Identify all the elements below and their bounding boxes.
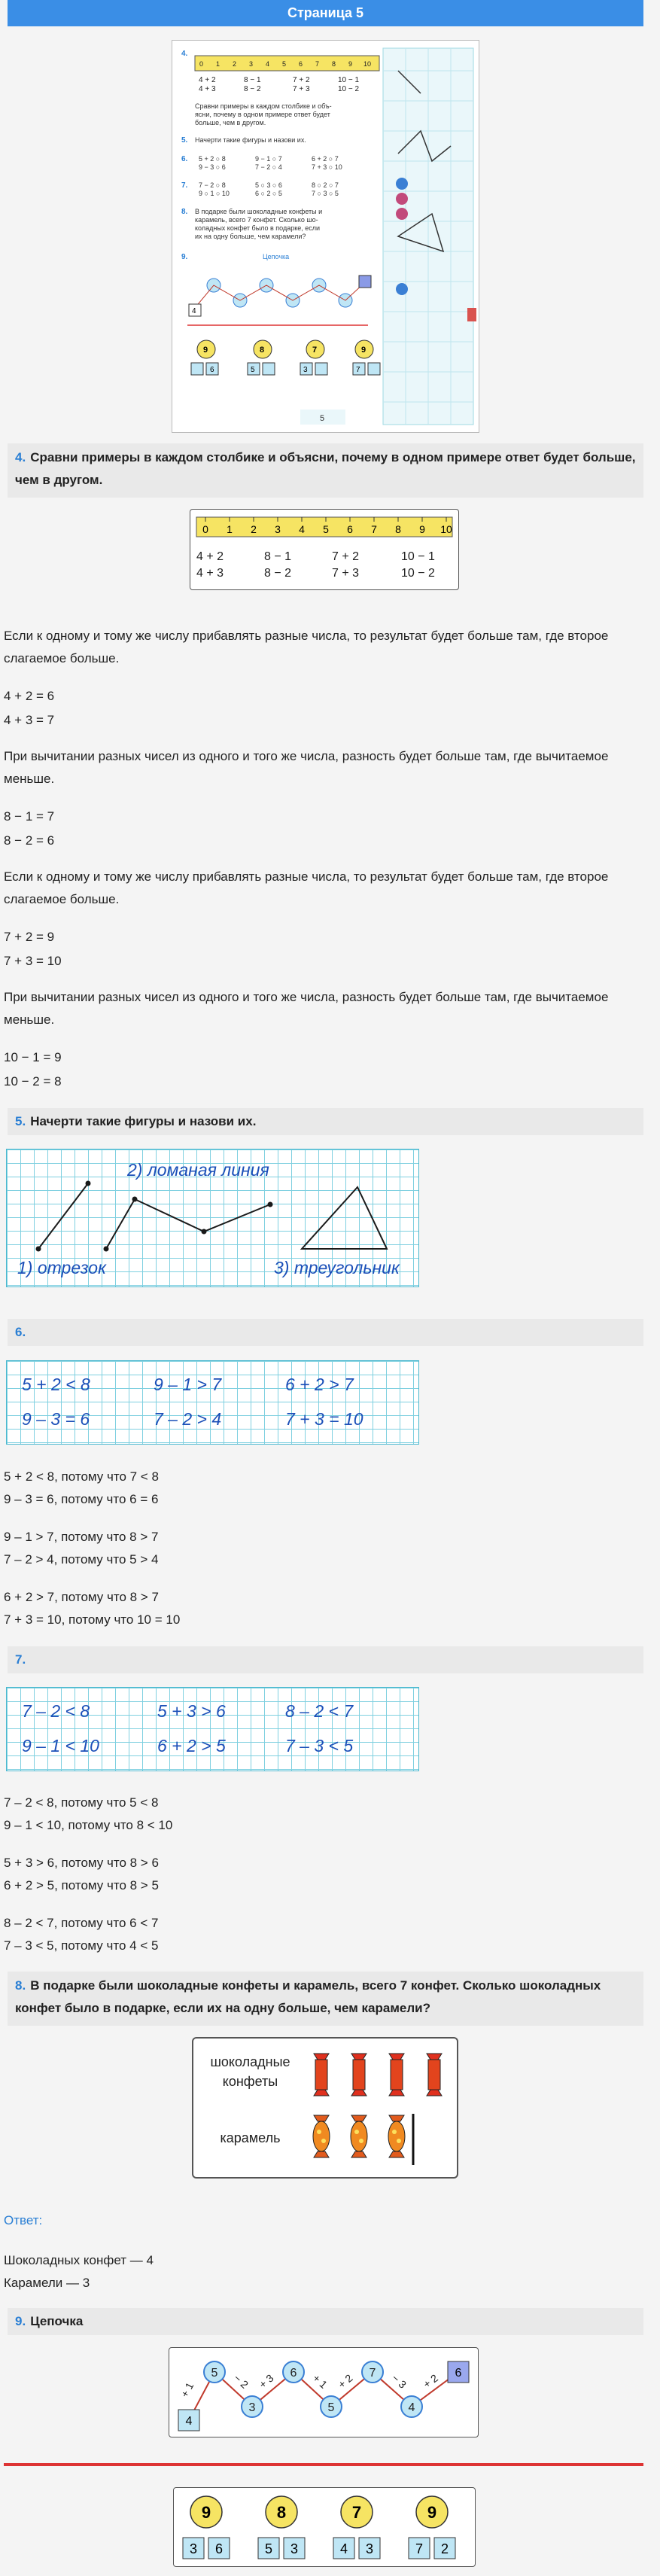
expr-b: 10 − 2: [401, 567, 435, 580]
chocolate-candy-icon: [314, 2054, 329, 2096]
svg-text:10: 10: [363, 60, 372, 68]
svg-text:9 − 3 ○ 6: 9 − 3 ○ 6: [199, 163, 226, 171]
puzzles-drawing: [174, 2488, 475, 2566]
task-text: Цепочка: [30, 2314, 84, 2328]
task-text: В подарке были шоколадные конфеты и карамель, всего 7 конфет. Сколько шоколадных конфет было в подарке, если их на одну больше, чем карамели?: [15, 1978, 601, 2015]
grid-expr: 7 + 3 = 10: [285, 1409, 363, 1429]
puzzle-right: 3: [290, 2541, 299, 2556]
chain-op: − 2: [231, 2371, 251, 2391]
chain-value: 5: [327, 2401, 335, 2414]
label-triangle: 3) треугольник: [274, 1258, 400, 1277]
chocolate-candies: [314, 2054, 442, 2096]
chain-op: + 2: [336, 2371, 355, 2391]
candy-diagram: [192, 2037, 458, 2179]
chocolate-candy-icon: [389, 2054, 404, 2096]
expr-a: 8 − 1: [264, 550, 292, 563]
task6-grid: [6, 1360, 419, 1445]
svg-text:7.: 7.: [181, 181, 188, 190]
svg-text:7: 7: [356, 366, 360, 374]
grid-expr: 8 – 2 < 7: [285, 1701, 354, 1721]
puzzle-right: 2: [440, 2541, 449, 2556]
expr-a: 10 − 1: [401, 550, 435, 563]
grid-expr: 7 – 2 > 4: [154, 1409, 222, 1429]
explanation: 7 – 2 > 4, потому что 5 > 4: [4, 1552, 159, 1567]
svg-text:2: 2: [233, 60, 237, 68]
task-text: Сравни примеры в каждом столбике и объясни, почему в одном примере ответ будет больше, чем в другом.: [15, 450, 636, 487]
svg-text:4.: 4.: [181, 50, 188, 58]
svg-text:7 ○ 3 ○ 5: 7 ○ 3 ○ 5: [312, 190, 339, 197]
chain-end-text: 6: [455, 2367, 462, 2380]
col-2: [264, 549, 291, 582]
svg-text:Сравни примеры в каждом столби: Сравни примеры в каждом столбике и объ-: [195, 102, 332, 110]
grid-expr: 7 – 3 < 5: [285, 1736, 354, 1755]
red-divider: [4, 2463, 643, 2466]
ruler-tick-label: 0: [202, 523, 208, 535]
label-chocolate: [199, 2052, 301, 2091]
svg-text:3: 3: [249, 60, 254, 68]
triangle: [302, 1187, 387, 1249]
caramel-candy-icon: [388, 2115, 405, 2157]
task-number: 9.: [15, 2314, 26, 2328]
task7-grid: [6, 1687, 419, 1771]
svg-text:8 ○ 2 ○ 7: 8 ○ 2 ○ 7: [312, 181, 339, 189]
chain-op: + 3: [257, 2371, 276, 2391]
col-4: [401, 549, 435, 582]
chain-value: 3: [248, 2401, 256, 2414]
svg-text:7 − 2 ○ 8: 7 − 2 ○ 8: [199, 181, 226, 189]
svg-text:8 − 1: 8 − 1: [244, 76, 261, 84]
col-1: [196, 549, 224, 582]
label-line: шоколадные: [210, 2054, 290, 2069]
puzzle-right: 3: [365, 2541, 374, 2556]
chain-op: + 2: [421, 2371, 440, 2391]
puzzle-right: 6: [214, 2541, 224, 2556]
chain-op: + 1: [178, 2380, 196, 2400]
svg-text:8.: 8.: [181, 208, 188, 216]
svg-text:коладных конфет было в подарке: коладных конфет было в подарке, если: [195, 224, 321, 232]
explain-add-2: Если к одному и тому же числу прибавлять разные числа, то результат будет больше там, где второе слагаемое больше.: [4, 869, 609, 906]
result: 7 + 2 = 9: [4, 930, 55, 944]
svg-text:5 ○ 3 ○ 6: 5 ○ 3 ○ 6: [255, 181, 282, 189]
grid-expr: 9 – 3 = 6: [22, 1409, 90, 1429]
svg-text:3: 3: [303, 366, 308, 374]
explanation: 8 – 2 < 7, потому что 6 < 7: [4, 1916, 159, 1930]
svg-text:9: 9: [203, 346, 208, 355]
label-caramel: карамель: [220, 2130, 281, 2145]
task-7-header: [8, 1646, 643, 1673]
ruler-tick-label: 10: [440, 523, 452, 535]
svg-text:7 + 3: 7 + 3: [293, 85, 310, 93]
explanation: 7 – 3 < 5, потому что 4 < 5: [4, 1938, 159, 1953]
svg-text:8: 8: [332, 60, 336, 68]
svg-text:6 ○ 2 ○ 5: 6 ○ 2 ○ 5: [255, 190, 282, 197]
task-number: 4.: [15, 450, 26, 464]
expr-b: 8 − 2: [264, 567, 292, 580]
svg-text:7 + 2: 7 + 2: [293, 76, 310, 84]
svg-text:4 + 3: 4 + 3: [199, 85, 216, 93]
chain-value: 4: [408, 2401, 415, 2414]
col-3: [332, 549, 359, 582]
caramel-candy-icon: [351, 2115, 367, 2157]
chain-value: 6: [290, 2367, 297, 2380]
puzzle: [333, 2496, 380, 2559]
result: 4 + 3 = 7: [4, 713, 55, 727]
chain-drawing: [169, 2348, 478, 2437]
ruler-tick-label: 3: [275, 523, 281, 535]
puzzle-boxes: [173, 2487, 476, 2567]
svg-text:9.: 9.: [181, 253, 188, 261]
svg-text:8 − 2: 8 − 2: [244, 85, 261, 93]
result: 10 − 1 = 9: [4, 1050, 62, 1064]
page-title: Страница 5: [8, 0, 643, 26]
chain-start-text: 4: [185, 2415, 193, 2428]
svg-text:больше, чем в другом.: больше, чем в другом.: [195, 119, 266, 126]
task-8-header: [8, 1972, 643, 2026]
svg-text:9 − 1 ○ 7: 9 − 1 ○ 7: [255, 155, 282, 163]
grid-expr: 9 – 1 > 7: [154, 1375, 222, 1394]
ruler-tick-label: 7: [371, 523, 377, 535]
task-number: 5.: [15, 1114, 26, 1128]
svg-text:ясни, почему в одном примере о: ясни, почему в одном примере ответ будет: [195, 111, 330, 118]
label-line: конфеты: [222, 2074, 278, 2089]
svg-text:10 − 2: 10 − 2: [338, 85, 360, 93]
explain-sub-2: При вычитании разных чисел из одного и того же числа, разность будет больше там, где вычитаемое меньше.: [4, 990, 609, 1027]
ruler-tick-label: 5: [323, 523, 329, 535]
explanation: 6 + 2 > 7, потому что 8 > 7: [4, 1590, 159, 1604]
task-4-header: [8, 443, 643, 498]
puzzle-top: 7: [351, 2503, 362, 2522]
grid-expr: 5 + 2 < 8: [22, 1375, 90, 1394]
label-segment: 1) отрезок: [17, 1258, 106, 1277]
svg-text:0: 0: [199, 60, 204, 68]
puzzle-top: 9: [427, 2503, 437, 2522]
result: 4 + 2 = 6: [4, 689, 55, 703]
chain-op: + 1: [310, 2371, 330, 2391]
svg-text:9: 9: [348, 60, 353, 68]
puzzle-left: 3: [189, 2541, 198, 2556]
explanation: 5 + 2 < 8, потому что 7 < 8: [4, 1469, 159, 1484]
svg-text:8: 8: [260, 346, 265, 355]
svg-text:Цепочка: Цепочка: [263, 253, 290, 260]
ruler-tick-label: 1: [227, 523, 233, 535]
task-number: 8.: [15, 1978, 26, 1993]
puzzle: [258, 2496, 305, 2559]
svg-text:1: 1: [216, 60, 221, 68]
result: 8 − 2 = 6: [4, 833, 55, 848]
polyline: [106, 1199, 270, 1249]
svg-text:их на одну больше, чем карамел: их на одну больше, чем карамели?: [195, 233, 306, 240]
puzzle: [183, 2496, 230, 2559]
answer-line: Карамели — 3: [4, 2276, 90, 2290]
answer-label: Ответ:: [4, 2213, 43, 2227]
svg-text:5: 5: [320, 414, 325, 423]
candy-pictures: [299, 2039, 457, 2177]
expr-a: 4 + 2: [196, 550, 224, 563]
task-text: Начерти такие фигуры и назови их.: [30, 1114, 257, 1128]
grid-expr: 5 + 3 > 6: [157, 1701, 226, 1721]
ruler-tick-label: 2: [251, 523, 257, 535]
shapes-grid: [6, 1149, 419, 1287]
chain-diagram: [169, 2347, 479, 2437]
svg-text:4: 4: [192, 307, 196, 315]
svg-text:6.: 6.: [181, 155, 188, 163]
svg-text:В подарке были шоколадные конф: В подарке были шоколадные конфеты и: [195, 208, 323, 215]
task-9-header: [8, 2308, 643, 2335]
puzzle: [409, 2496, 455, 2559]
svg-text:7: 7: [315, 60, 320, 68]
svg-text:5.: 5.: [181, 136, 188, 145]
chain-op: − 3: [389, 2371, 409, 2391]
explanation: 9 – 3 = 6, потому что 6 = 6: [4, 1492, 159, 1506]
svg-text:10 − 1: 10 − 1: [338, 76, 360, 84]
grid-expr: 9 – 1 < 10: [22, 1736, 99, 1755]
chain-value: 7: [369, 2367, 376, 2380]
expr-b: 4 + 3: [196, 567, 224, 580]
explanation: 6 + 2 > 5, потому что 8 > 5: [4, 1878, 159, 1892]
task-number: 6.: [15, 1325, 26, 1339]
explain-sub-1: При вычитании разных чисел из одного и того же числа, разность будет больше там, где вычитаемое меньше.: [4, 749, 609, 786]
result: 8 − 1 = 7: [4, 809, 55, 824]
svg-text:6 + 2 ○ 7: 6 + 2 ○ 7: [312, 155, 339, 163]
svg-text:6: 6: [210, 366, 214, 374]
explanation: 9 – 1 < 10, потому что 8 < 10: [4, 1818, 173, 1832]
grid-expr: 6 + 2 > 5: [157, 1736, 226, 1755]
task-6-header: [8, 1319, 643, 1346]
chain-value: 5: [211, 2367, 218, 2380]
caramel-candy-icon: [313, 2115, 330, 2157]
svg-text:карамель, всего 7 конфет. Скол: карамель, всего 7 конфет. Сколько шо-: [195, 216, 318, 224]
segment-line: [38, 1183, 88, 1249]
expr-b: 7 + 3: [332, 567, 360, 580]
ruler-tick-label: 8: [395, 523, 401, 535]
expr-a: 7 + 2: [332, 550, 360, 563]
svg-text:5: 5: [282, 60, 287, 68]
svg-text:7 + 3 ○ 10: 7 + 3 ○ 10: [312, 163, 342, 171]
ruler-box: [190, 509, 459, 590]
ruler-tick-label: 9: [419, 523, 425, 535]
svg-text:9: 9: [361, 346, 366, 355]
ruler-tick-label: 4: [299, 523, 305, 535]
answer-line: Шоколадных конфет — 4: [4, 2253, 154, 2267]
textbook-page-image: [172, 40, 479, 433]
grid-expr: 6 + 2 > 7: [285, 1375, 354, 1394]
puzzle-left: 7: [415, 2541, 424, 2556]
puzzle-left: 5: [264, 2541, 273, 2556]
svg-text:7 − 2 ○ 4: 7 − 2 ○ 4: [255, 163, 282, 171]
puzzle-top: 8: [276, 2503, 287, 2522]
chocolate-candy-icon: [351, 2054, 366, 2096]
explanation: 5 + 3 > 6, потому что 8 > 6: [4, 1856, 159, 1870]
explanation: 9 – 1 > 7, потому что 8 > 7: [4, 1530, 159, 1544]
label-polyline: 2) ломаная линия: [127, 1160, 269, 1180]
chocolate-candy-icon: [427, 2054, 442, 2096]
svg-text:4 + 2: 4 + 2: [199, 76, 216, 84]
svg-text:9 ○ 1 ○ 10: 9 ○ 1 ○ 10: [199, 190, 230, 197]
explain-add-1: Если к одному и тому же числу прибавлять разные числа, то результат будет больше там, где второе слагаемое больше.: [4, 629, 609, 665]
svg-text:4: 4: [266, 60, 270, 68]
explanation: 7 – 2 < 8, потому что 5 < 8: [4, 1795, 159, 1810]
task-number: 7.: [15, 1652, 26, 1667]
svg-text:6: 6: [299, 60, 303, 68]
svg-text:5: 5: [251, 366, 255, 374]
explanation: 7 + 3 = 10, потому что 10 = 10: [4, 1612, 181, 1627]
task-5-header: [8, 1108, 643, 1135]
grid-expr: 7 – 2 < 8: [22, 1701, 90, 1721]
result: 7 + 3 = 10: [4, 954, 62, 968]
svg-text:5 + 2 ○ 8: 5 + 2 ○ 8: [199, 155, 226, 163]
svg-text:7: 7: [312, 346, 318, 355]
puzzle-top: 9: [201, 2503, 211, 2522]
svg-text:Начерти такие фигуры и назови: Начерти такие фигуры и назови их.: [195, 136, 306, 144]
puzzle-left: 4: [339, 2541, 348, 2556]
result: 10 − 2 = 8: [4, 1074, 62, 1089]
ruler-tick-label: 6: [347, 523, 353, 535]
caramel-candies: [313, 2115, 405, 2157]
